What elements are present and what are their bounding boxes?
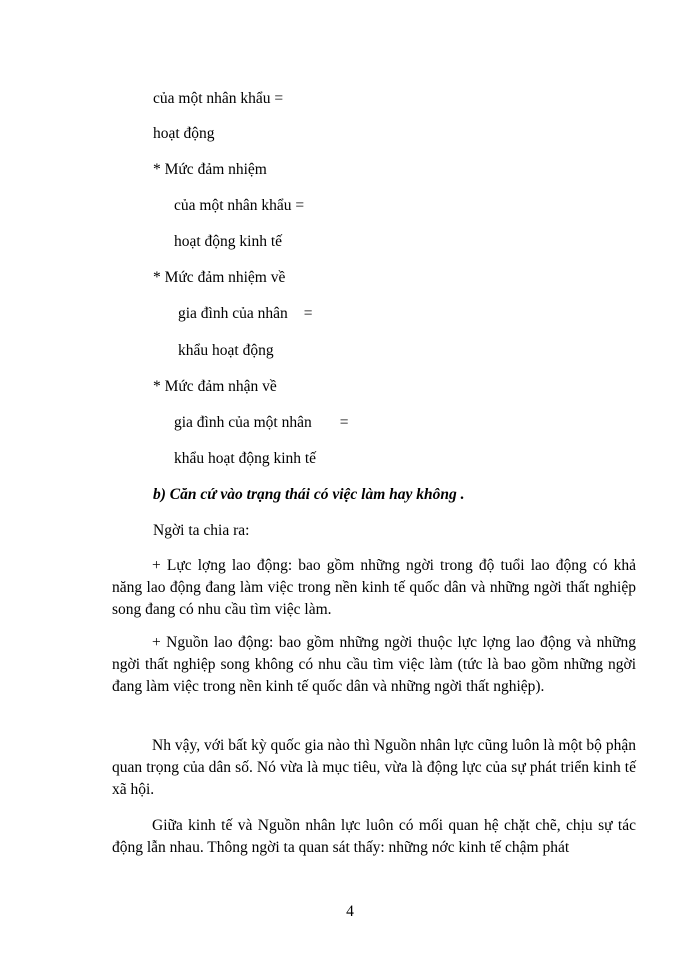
formula-line-10: [174, 413, 349, 433]
formula-line-6: * Mức đảm nhiệm về: [153, 269, 286, 286]
formula-line-7: [178, 304, 313, 324]
formula-line-10-equals: =: [339, 414, 349, 431]
formula-line-3: * Mức đảm nhiệm: [153, 161, 267, 178]
formula-line-2: hoạt động: [153, 125, 215, 142]
formula-line-8: khẩu hoạt động: [178, 342, 274, 359]
formula-line-7-text: gia đình của nhân: [178, 305, 288, 322]
intro-line: Ngời ta chia ra:: [153, 522, 250, 539]
formula-line-11: khẩu hoạt động kinh tế: [174, 450, 317, 467]
formula-line-10-text: gia đình của một nhân: [174, 414, 312, 431]
formula-line-1: của một nhân khẩu =: [153, 90, 284, 107]
paragraph-importance: Nh vậy, với bất kỳ quốc gia nào thì Nguồn nhân lực cũng luôn là một bộ phận quan trọng của dân số. Nó vừa là mục tiêu, vừa là động lực của sự phát triển kinh tế xã hội.: [112, 737, 636, 798]
formula-line-4: của một nhân khẩu =: [174, 197, 305, 214]
page-number: 4: [346, 903, 354, 920]
paragraph-labor-source: + Nguồn lao động: bao gồm những ngời thuộc lực lợng lao động và những ngời thất nghiệp song không có nhu cầu tìm việc làm (tức là bao gồm những ngời đang làm việc trong nền kinh tế quốc dân và những ngời thất nghiệp).: [112, 634, 636, 695]
paragraph-labor-force: + Lực lợng lao động: bao gồm những ngời trong độ tuổi lao động có khả năng lao động đang làm việc trong nền kinh tế quốc dân và những ngời thất nghiệp song đang có nhu cầu tìm việc làm.: [112, 557, 636, 618]
formula-line-5: hoạt động kinh tế: [174, 233, 283, 250]
formula-line-9: * Mức đảm nhận về: [153, 378, 277, 395]
section-heading: b) Căn cứ vào trạng thái có việc làm hay không .: [153, 486, 465, 503]
formula-line-7-equals: =: [303, 305, 313, 322]
paragraph-economy-relation: Giữa kinh tế và Nguồn nhân lực luôn có mối quan hệ chặt chẽ, chịu sự tác động lẫn nhau. Thông ngời ta quan sát thấy: những nớc kinh tế chậm phát: [112, 817, 636, 856]
